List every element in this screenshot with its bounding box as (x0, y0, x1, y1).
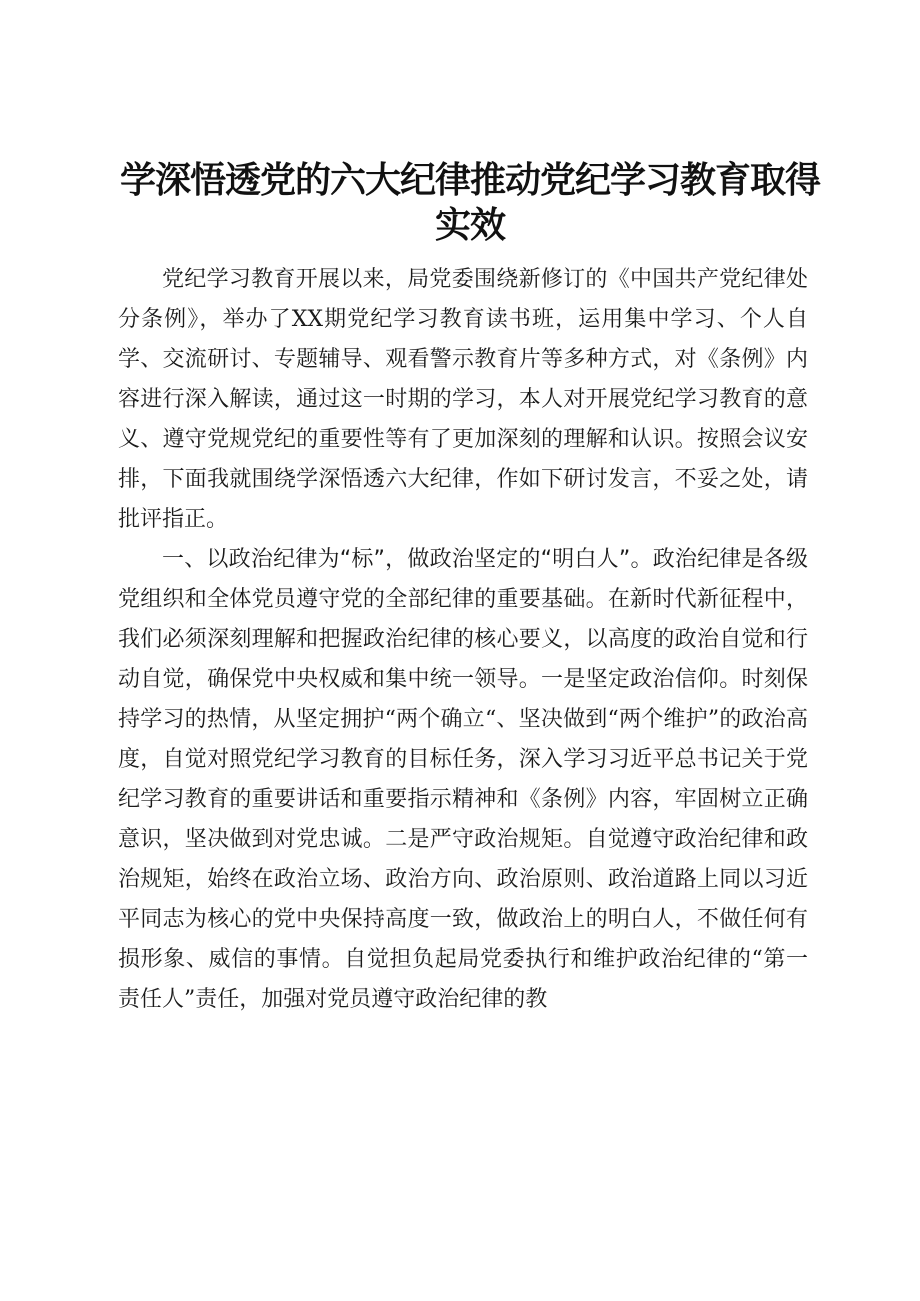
section-one-text: 政治纪律是各级党组织和全体党员遵守党的全部纪律的重要基础。在新时代新征程中，我们必须深刻理解和把握政治纪律的核心要义，以高度的政治自觉和行动自觉，确保党中央权威和集中统一领导。一是坚定政治信仰。时刻保持学习的热情，从坚定拥护“两个确立“、坚决做到“两个维护”的政治高度，自觉对照党纪学习教育的目标任务，深入学习习近平总书记关于党纪学习教育的重要讲话和重要指示精神和《条例》内容，牢固树立正确意识，坚决做到对党忠诚。二是严守政治规矩。自觉遵守政治纪律和政治规矩，始终在政治立场、政治方向、政治原则、政治道路上同以习近平同志为核心的党中央保持高度一致，做政治上的明白人，不做任何有损形象、威信的事情。自觉担负起局党委执行和维护政治纪律的“第一责任人”责任，加强对党员遵守政治纪律的教 (118, 547, 808, 1012)
document-body (118, 260, 808, 1020)
section-one-paragraph (118, 540, 808, 1020)
document-title: 学深悟透党的六大纪律推动党纪学习教育取得实效 (120, 160, 821, 246)
intro-paragraph: 党纪学习教育开展以来，局党委围绕新修订的《中国共产党纪律处分条例》，举办了XX期党纪学习教育读书班，运用集中学习、个人自学、交流研讨、专题辅导、观看警示教育片等多种方式，对《条例》内容进行深入解读，通过这一时期的学习，本人对开展党纪学习教育的意义、遵守党规党纪的重要性等有了更加深刻的理解和认识。按照会议安排，下面我就围绕学深悟透六大纪律，作如下研讨发言，不妥之处，请批评指正。 (118, 267, 808, 532)
section-one-heading: 一、以政治纪律为“标”，做政治坚定的“明白人”。 (162, 547, 653, 572)
